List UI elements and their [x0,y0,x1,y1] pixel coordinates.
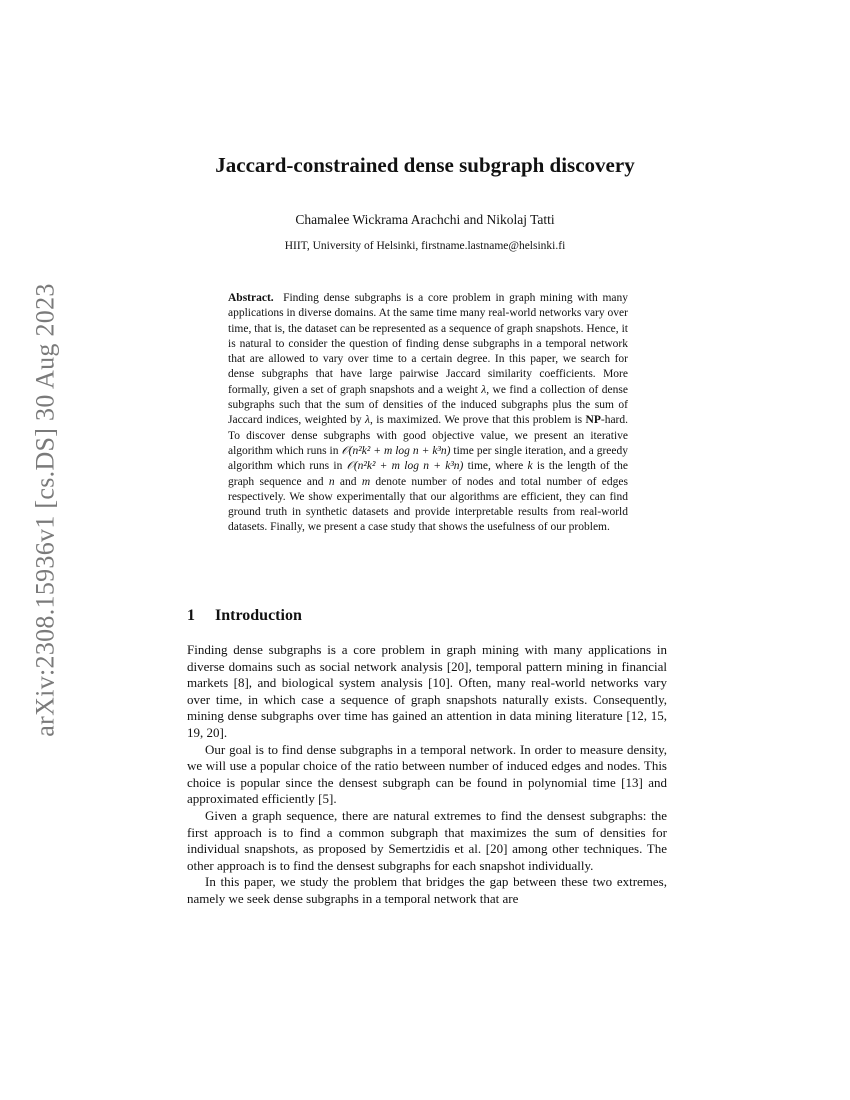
abstract-text-8: and [334,475,362,488]
abstract-text-9: denote number of nodes and total number of edges respectively. We show experimentally that our algorithms are efficient, they can find ground truth in synthetic datasets and provide interpretable results from real-world datasets. Finally, we present a case study that shows the usefulness of our problem. [228,475,628,534]
abstract-text-1: Finding dense subgraphs is a core problem in graph mining with many applications in diverse domains. At the same time many real-world networks vary over time, that is, the dataset can be represented as a sequence of graph snapshots. Hence, it is natural to consider the question of finding dense subgraphs in a temporal network that are allowed to vary over time to a certain degree. In this paper, we search for dense subgraphs that have large pairwise Jaccard similarity coefficients. More formally, given a set of graph snapshots and a weight [228,292,628,396]
abstract-text-6: time, where [463,460,528,473]
abstract-label: Abstract. [228,292,274,304]
paragraph: Given a graph sequence, there are natural extremes to find the densest subgraphs: the first approach is to find a common subgraph that maximizes the sum of densities for individual snapshots, as proposed by Semertzidis et al. [20] among other techniques. The other approach is to find the densest subgraphs for each snapshot individually. [187,807,667,873]
abstract-text-4: -hard. To discover dense subgraphs with good objective value, we present an iterative algorithm which runs in [228,414,628,457]
paragraph: Finding dense subgraphs is a core problem in graph mining with many applications in diverse domains such as social network analysis [20], temporal pattern mining in financial markets [8], and biological system analysis [10]. Often, many real-world networks vary over time, in which case a sequence of graph snapshots naturally exists. Consequently, mining dense subgraphs over time has gained an attention in data mining literature [12, 15, 19, 20]. [187,642,667,740]
paragraph: In this paper, we study the problem that bridges the gap between these two extremes, namely we seek dense subgraphs in a temporal network that are [187,874,667,906]
section-title: Introduction [215,607,302,624]
section-heading [187,607,302,625]
paragraph: Our goal is to find dense subgraphs in a temporal network. In order to measure density, we will use a popular choice of the ratio between number of induced edges and nodes. This choice is popular since the densest subgraph can be found in polynomial time [13] and approximated efficiently [5]. [187,741,667,807]
authors: Chamalee Wickrama Arachchi and Nikolaj Tatti [295,212,555,227]
abstract-text-5: time per single iteration, and a greedy algorithm which runs in [228,444,628,473]
abstract-m: m [361,475,371,488]
abstract-np: NP [585,414,601,427]
paper-title: Jaccard-constrained dense subgraph discovery [215,153,635,177]
arxiv-identifier-text: arXiv:2308.15936v1 [cs.DS] 30 Aug 2023 [31,283,60,737]
introduction-body [187,642,667,908]
abstract [228,291,628,536]
abstract-text-2: , we find a collection of dense subgraphs such that the sum of densities of the induced subgraphs plus the sum of Jaccard indices, weighted by [228,383,628,427]
arxiv-identifier [20,255,72,765]
abstract-lambda-2: λ [364,414,370,427]
abstract-k: k [527,460,533,473]
section-number: 1 [187,607,195,624]
abstract-lambda-1: λ [481,383,487,396]
abstract-text-7: is the length of the graph sequence and [228,460,628,488]
abstract-complexity-1: 𝒪(n²k² + m log n + k³n) [341,444,451,457]
affiliation: HIIT, University of Helsinki, firstname.lastname@helsinki.fi [284,240,566,252]
abstract-complexity-2: 𝒪(n²k² + m log n + k³n) [346,460,464,473]
abstract-text-3: , is maximized. We prove that this problem is [369,414,586,427]
abstract-n: n [328,475,335,488]
